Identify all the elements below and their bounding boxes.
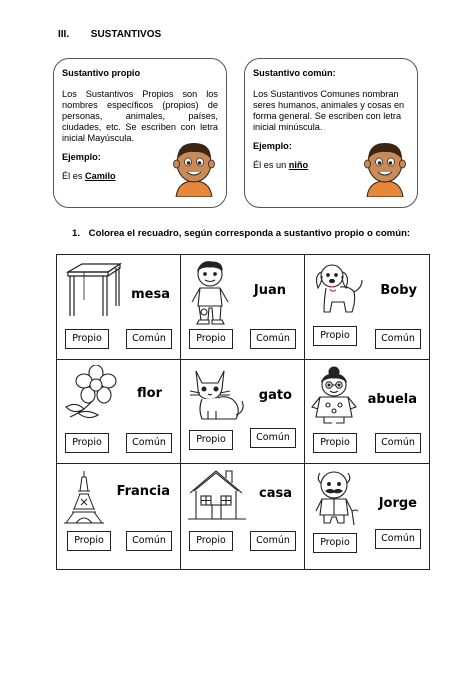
comun-option[interactable]: Común xyxy=(250,329,296,349)
instruction-number: 1. xyxy=(72,228,81,239)
card-example-word: Camilo xyxy=(84,171,116,181)
exercise-word: casa xyxy=(259,486,292,502)
card-sustantivo-propio xyxy=(53,58,227,208)
section-number: III. xyxy=(58,29,70,40)
comun-option[interactable]: Común xyxy=(375,529,421,549)
propio-option[interactable]: Propio xyxy=(313,326,357,346)
exercise-word: mesa xyxy=(131,287,170,302)
eiffel-tower-icon xyxy=(62,469,106,525)
propio-option[interactable]: Propio xyxy=(67,531,111,551)
comun-option[interactable]: Común xyxy=(375,433,421,453)
section-heading xyxy=(58,29,161,40)
grandmother-icon xyxy=(310,365,362,425)
exercise-cell-boby xyxy=(305,255,429,360)
boy-face-icon xyxy=(168,139,220,197)
propio-option[interactable]: Propio xyxy=(189,430,233,450)
house-icon xyxy=(186,469,248,523)
card-example-prefix: Él es xyxy=(62,171,85,181)
exercise-grid xyxy=(56,254,430,570)
card-example-word: niño xyxy=(288,160,309,170)
exercise-cell-juan xyxy=(181,255,305,360)
propio-option[interactable]: Propio xyxy=(189,531,233,551)
card-example-prefix: Él es un xyxy=(253,160,289,170)
comun-option[interactable]: Común xyxy=(250,531,296,551)
cat-icon xyxy=(186,365,248,425)
card-body: Los Sustantivos Propios son los nombres específicos (propios) de personas, animales, países, ciudades, etc. Se escriben con letra inicial Mayúscula. xyxy=(62,89,218,143)
boy-face-icon xyxy=(359,139,411,197)
boy-icon xyxy=(186,260,242,326)
comun-option[interactable]: Común xyxy=(126,329,172,349)
table-icon xyxy=(62,260,124,322)
exercise-word: abuela xyxy=(367,391,417,407)
propio-option[interactable]: Propio xyxy=(313,433,357,453)
exercise-cell-abuela xyxy=(305,360,429,465)
exercise-cell-francia xyxy=(57,464,181,569)
exercise-word: Juan xyxy=(253,283,286,298)
comun-option[interactable]: Común xyxy=(126,531,172,551)
card-body: Los Sustantivos Comunes nombran seres humanos, animales y cosas en forma general. Se escriben con letra inicial minúscula. xyxy=(253,89,405,132)
exercise-cell-mesa xyxy=(57,255,181,360)
instruction-text: Colorea el recuadro, según corresponda a sustantivo propio o común: xyxy=(88,228,411,239)
exercise-word: Boby xyxy=(380,283,417,298)
card-sustantivo-comun xyxy=(244,58,418,208)
exercise-word: Francia xyxy=(116,484,170,500)
exercise-cell-casa xyxy=(181,464,305,569)
card-title: Sustantivo común: xyxy=(253,68,336,78)
comun-option[interactable]: Común xyxy=(375,329,421,349)
exercise-word: Jorge xyxy=(378,496,417,512)
exercise-word: flor xyxy=(137,385,162,401)
card-example-label: Ejemplo: xyxy=(253,141,292,151)
propio-option[interactable]: Propio xyxy=(313,533,357,553)
instruction xyxy=(72,228,410,239)
exercise-cell-gato xyxy=(181,360,305,465)
exercise-cell-jorge xyxy=(305,464,429,569)
propio-option[interactable]: Propio xyxy=(65,329,109,349)
comun-option[interactable]: Común xyxy=(250,428,296,448)
propio-option[interactable]: Propio xyxy=(65,433,109,453)
dog-icon xyxy=(310,260,370,322)
exercise-word: gato xyxy=(258,387,292,403)
comun-option[interactable]: Común xyxy=(126,433,172,453)
propio-option[interactable]: Propio xyxy=(189,329,233,349)
flower-icon xyxy=(62,365,128,425)
exercise-cell-flor xyxy=(57,360,181,465)
section-title: SUSTANTIVOS xyxy=(90,29,162,40)
card-title: Sustantivo propio xyxy=(62,68,141,78)
grandfather-icon xyxy=(310,469,364,527)
card-example-label: Ejemplo: xyxy=(62,152,101,162)
